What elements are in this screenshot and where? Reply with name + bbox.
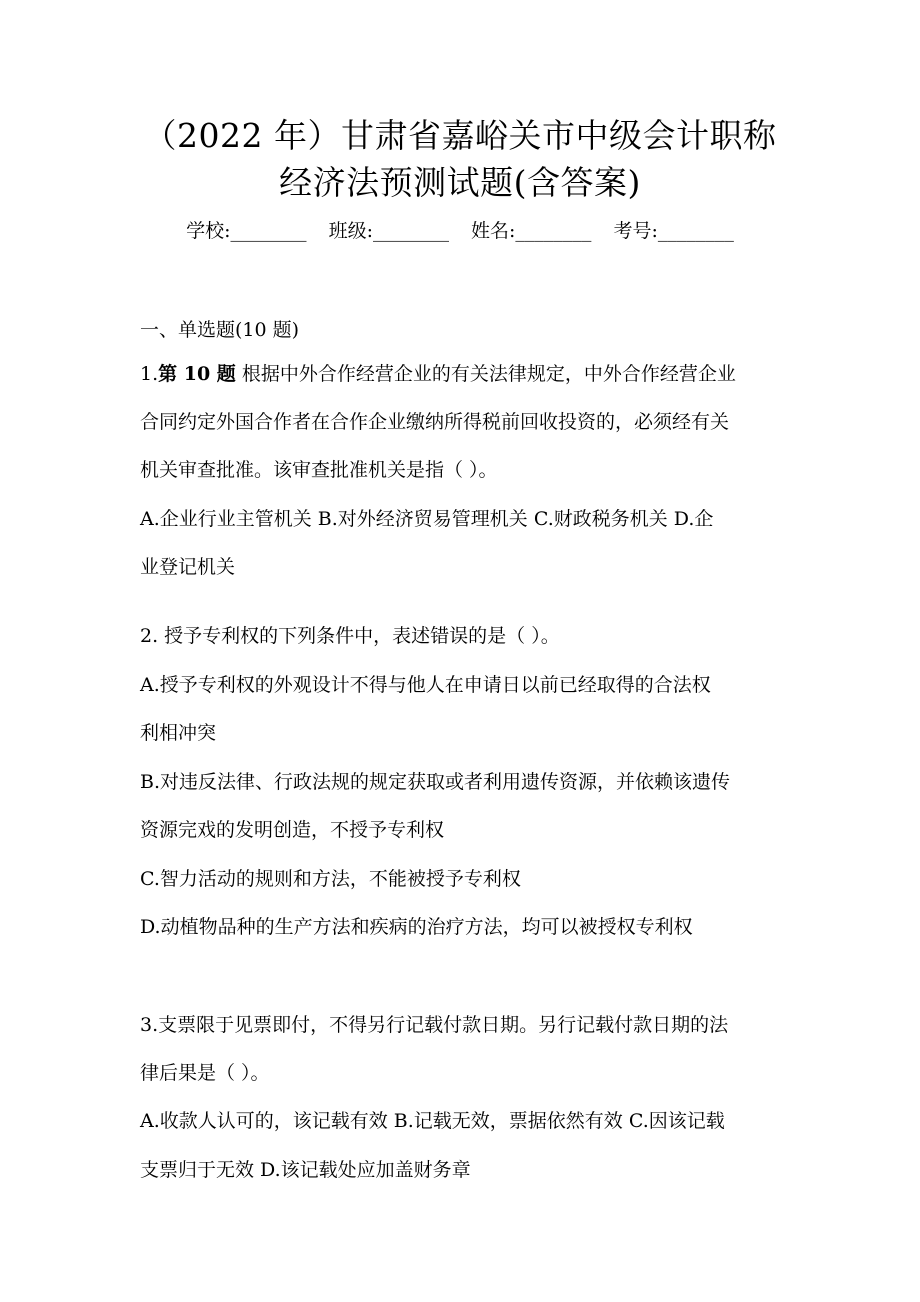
question-1-line-2: 合同约定外国合作者在合作企业缴纳所得税前回收投资的，必须经有关 (140, 411, 730, 433)
question-2-line-1: 2. 授予专利权的下列条件中，表述错误的是（ ）。 (140, 625, 560, 647)
question-2-option-a-line-1: A.授予专利权的外观设计不得与他人在申请日以前已经取得的合法权 (140, 674, 711, 696)
question-3-line-2: 律后果是（ ）。 (140, 1062, 270, 1084)
question-2-option-a-line-2: 利相冲突 (140, 722, 217, 744)
question-1-options-line-2: 业登记机关 (140, 556, 236, 578)
school-field: 学校:________ (186, 220, 307, 242)
question-3-options-line-1: A.收款人认可的，该记载有效 B.记载无效，票据依然有效 C.因该记载 (140, 1110, 725, 1132)
question-1-tag: 第 10 题 (158, 363, 236, 385)
question-1-line-3: 机关审查批准。该审查批准机关是指（ ）。 (140, 459, 498, 481)
question-2-option-b-line-1: B.对违反法律、行政法规的规定获取或者利用遗传资源，并依赖该遗传 (140, 771, 731, 793)
name-field: 姓名:________ (471, 220, 592, 242)
question-3-line-1: 3.支票限于见票即付，不得另行记载付款日期。另行记载付款日期的法 (140, 1014, 729, 1036)
section-heading: 一、单选题(10 题) (140, 319, 300, 341)
question-1-line-1 (140, 359, 790, 389)
class-field: 班级:________ (328, 220, 449, 242)
question-1-text: 根据中外合作经营企业的有关法律规定，中外合作经营企业 (235, 363, 736, 385)
document-title-line2: 经济法预测试题(含答案) (279, 163, 641, 202)
document-title-line1: （2022 年）甘肃省嘉峪关市中级会计职称 (143, 116, 777, 155)
question-2-option-b-line-2: 资源完戏的发明创造，不授予专利权 (140, 819, 445, 841)
exam-number-field: 考号:________ (613, 220, 734, 242)
question-2-option-d: D.动植物品种的生产方法和疾病的治疗方法，均可以被授权专利权 (140, 916, 693, 938)
question-1-number: 1. (140, 363, 159, 385)
question-1-options-line-1: A.企业行业主管机关 B.对外经济贸易管理机关 C.财政税务机关 D.企 (140, 508, 714, 530)
question-2-option-c: C.智力活动的规则和方法，不能被授予专利权 (140, 868, 521, 890)
student-info-row (0, 216, 920, 246)
question-3-options-line-2: 支票归于无效 D.该记载处应加盖财务章 (140, 1159, 471, 1181)
